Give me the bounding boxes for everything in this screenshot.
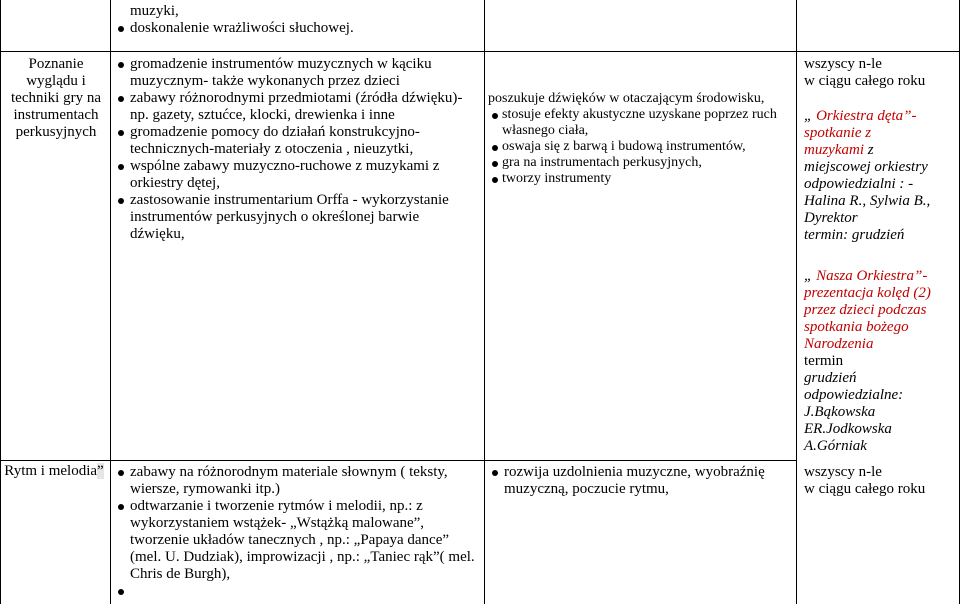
event-desc: spotkanie z — [804, 125, 872, 141]
list-item: doskonalenie wrażliwości słuchowej. — [114, 20, 476, 37]
who: wszyscy n-le — [804, 464, 882, 480]
top-continuation: muzyki, doskonalenie wrażliwości słuchowej. — [114, 3, 476, 37]
event-desc: muzykami z — [804, 142, 874, 158]
responsible-name: ER.Jodkowska — [804, 421, 892, 437]
responsible-name: A.Górniak — [804, 438, 867, 454]
row1-activities — [114, 56, 476, 243]
responsible-names: Halina R., Sylwia B., Dyrektor — [804, 193, 931, 226]
row1-effects — [488, 91, 788, 187]
event-desc: prezentacja kolęd (2) przez dzieci podczas spotkania bożego Narodzenia — [804, 285, 931, 352]
list-item: wspólne zabawy muzyczno-ruchowe z muzykami z orkiestry dętej, — [114, 158, 476, 192]
list-item: rozwija uzdolnienia muzyczne, wyobraźnię muzyczną, poczucie rytmu, — [488, 464, 788, 498]
table-border — [796, 0, 797, 604]
term-label: termin — [804, 353, 844, 369]
event-desc: miejscowej orkiestry — [804, 159, 928, 175]
list-item: gra na instrumentach perkusyjnych, — [488, 155, 788, 171]
term: grudzień — [804, 370, 857, 386]
list-item — [114, 583, 480, 600]
row3-activities — [114, 464, 480, 600]
row3-organization — [804, 464, 954, 498]
list-item: tworzy instrumenty — [488, 171, 788, 187]
table-border — [0, 51, 960, 52]
when: w ciągu całego roku — [804, 73, 926, 89]
table-border — [0, 460, 796, 461]
row1-title: Poznanie wyglądu i techniki gry na instrumentach perkusyjnych — [11, 56, 101, 140]
list-item: zastosowanie instrumentarium Orffa - wykorzystanie instrumentów perkusyjnych o określonej barwie dźwięku, — [114, 192, 476, 243]
event-title: „ Nasza Orkiestra”- — [804, 268, 928, 284]
responsible-name: J.Bąkowska — [804, 404, 876, 420]
table-border — [110, 0, 111, 604]
responsible-label: odpowiedzialne: — [804, 387, 904, 403]
row3-title: Rytm i melodia” — [4, 463, 104, 479]
who: wszyscy n-le — [804, 56, 882, 72]
term: termin: grudzień — [804, 227, 905, 243]
table-border — [0, 0, 1, 604]
list-item: gromadzenie instrumentów muzycznych w kąciku muzycznym- także wykonanych przez dzieci — [114, 56, 476, 90]
responsible-label: odpowiedzialni : - — [804, 176, 914, 192]
effects-intro: poszukuje dźwięków w otaczającym środowisku, — [488, 91, 765, 106]
list-item: stosuje efekty akustyczne uzyskane poprzez ruch własnego ciała, — [488, 107, 788, 139]
list-item: gromadzenie pomocy do działań konstrukcyjno-technicznych-materiały z otoczenia , nieuzytki, — [114, 124, 476, 158]
list-item: zabawy różnorodnymi przedmiotami (źródła dźwięku)- np. gazety, sztućce, klocki, drewienka i inne — [114, 90, 476, 124]
list-item: odtwarzanie i tworzenie rytmów i melodii, np.: z wykorzystaniem wstążek- „Wstążką malowane”, tworzenie układów tanecznych , np.: „Papaya dance” (mel. U. Dudziak), improwizacji , np.: „Taniec rąk”( mel. Chris de Burgh), — [114, 498, 480, 583]
row2-organization — [804, 268, 954, 455]
list-item: oswaja się z barwą i budową instrumentów, — [488, 139, 788, 155]
event-title: „ Orkiestra dęta”- — [804, 108, 917, 124]
table-border — [484, 0, 485, 604]
when: w ciągu całego roku — [804, 481, 926, 497]
list-item: zabawy na różnorodnym materiale słownym ( teksty, wiersze, rymowanki itp.) — [114, 464, 480, 498]
row3-effects — [488, 464, 788, 498]
row1-organization — [804, 56, 954, 244]
